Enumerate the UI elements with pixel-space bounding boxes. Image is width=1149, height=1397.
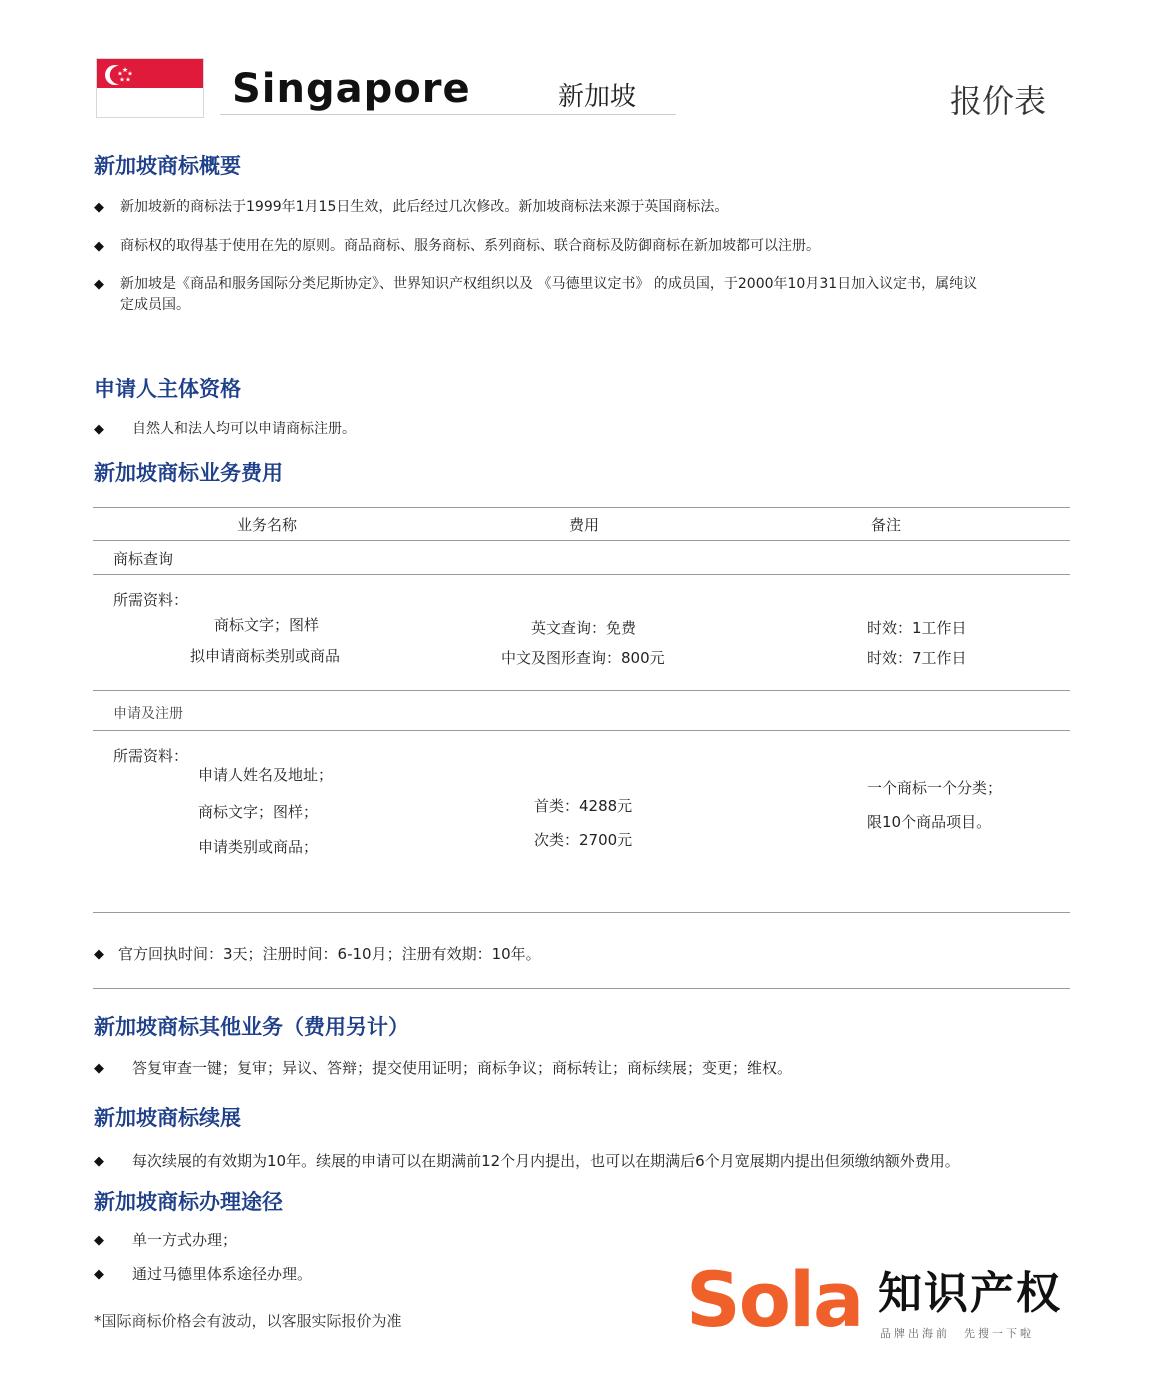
bullet-diamond-icon: ◆ [94,1233,104,1248]
bullet-diamond-icon: ◆ [94,1061,104,1076]
routes-heading: 新加坡商标办理途径 [94,1190,283,1214]
fees-heading: 新加坡商标业务费用 [94,461,283,485]
table-bottom-rule [93,912,1070,913]
column-header-fee: 费用 [569,516,600,534]
logo-slogan: 品牌出海前 先搜一下啦 [880,1327,1034,1340]
bullet-diamond-icon: ◆ [94,277,104,292]
column-header-service: 业务名称 [237,516,298,534]
renewal-heading: 新加坡商标续展 [94,1106,241,1130]
price-disclaimer: *国际商标价格会有波动，以客服实际报价为准 [94,1312,402,1330]
registration-material-1: 申请人姓名及地址； [198,766,334,784]
search-note-1: 时效：1工作日 [867,619,967,637]
other-services-heading: 新加坡商标其他业务（费用另计） [94,1015,409,1039]
registration-fee-first-class: 首类：4288元 [534,797,633,815]
registration-note-2: 限10个商品项目。 [867,813,992,831]
materials-label: 所需资料： [113,747,189,765]
search-note-2: 时效：7工作日 [867,649,967,667]
search-fee-chinese: 中文及图形查询：800元 [501,649,665,667]
table-top-rule [93,507,1070,508]
bullet-diamond-icon: ◆ [94,1267,104,1282]
singapore-flag-icon [96,58,204,118]
registration-fee-additional-class: 次类：2700元 [534,831,633,849]
registration-note-1: 一个商标一个分类； [867,779,1003,797]
overview-heading: 新加坡商标概要 [94,154,241,178]
section-divider [93,988,1070,989]
section-title-search: 商标查询 [113,550,174,568]
registration-material-2: 商标文字；图样； [198,803,319,821]
table-rule [93,690,1070,691]
sola-logo: Sola [686,1255,863,1344]
table-rule [93,730,1070,731]
bullet-diamond-icon: ◆ [94,947,104,962]
search-material-1: 商标文字；图样 [214,616,320,634]
country-name-english: Singapore [232,66,471,112]
country-name-chinese: 新加坡 [558,82,637,112]
search-material-2: 拟申请商标类别或商品 [190,647,341,665]
table-header-rule [93,540,1070,541]
search-fee-english: 英文查询：免费 [531,619,637,637]
title-underline [220,114,676,115]
overview-item-3: ◆ 新加坡是《商品和服务国际分类尼斯协定》、世界知识产权组织以及 《马德里议定书》 的成员国，于2000年10月31日加入议定书，属纯议 定成员国。 [94,276,978,313]
bullet-diamond-icon: ◆ [94,200,104,215]
table-rule [93,574,1070,575]
registration-material-3: 申请类别或商品； [198,838,319,856]
bullet-diamond-icon: ◆ [94,239,104,254]
applicant-heading: 申请人主体资格 [94,377,241,401]
logo-chinese-name: 知识产权 [878,1268,1062,1319]
bullet-diamond-icon: ◆ [94,422,104,437]
section-title-registration: 申请及注册 [113,706,183,722]
column-header-note: 备注 [871,516,902,534]
document-type: 报价表 [950,82,1047,120]
materials-label: 所需资料： [113,591,189,609]
bullet-diamond-icon: ◆ [94,1154,104,1169]
